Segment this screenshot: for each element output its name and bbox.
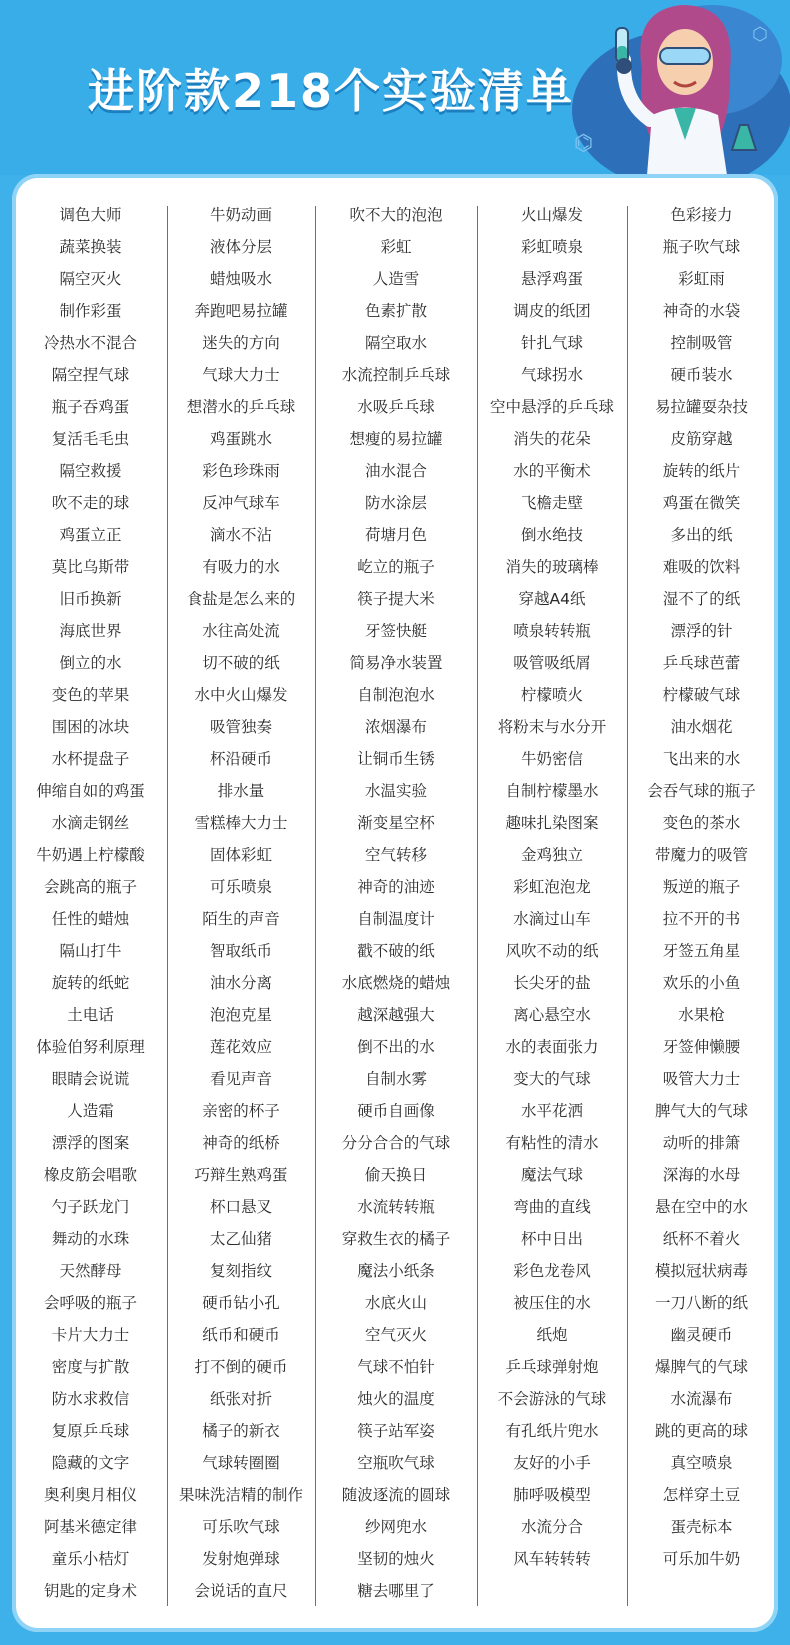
experiment-item: 消失的玻璃棒 — [505, 558, 599, 576]
experiment-item: 火山爆发 — [520, 206, 583, 224]
experiment-item: 冷热水不混合 — [43, 334, 137, 352]
experiment-item: 人造雪 — [372, 270, 420, 288]
experiment-item: 牛奶密信 — [520, 750, 583, 768]
experiment-item: 戳不破的纸 — [357, 942, 435, 960]
experiment-item: 自制泡泡水 — [357, 686, 435, 704]
experiment-item: 鸡蛋跳水 — [209, 430, 272, 448]
experiment-item: 油水混合 — [364, 462, 427, 480]
experiment-item: 调色大师 — [59, 206, 122, 224]
experiment-item: 莲花效应 — [209, 1038, 272, 1056]
experiment-item: 水滴走钢丝 — [51, 814, 130, 832]
experiment-item: 爆脾气的气球 — [654, 1358, 748, 1376]
experiment-item: 隔空取水 — [364, 334, 427, 352]
experiment-item: 幽灵硬币 — [670, 1326, 733, 1344]
experiment-item: 魔法气球 — [520, 1166, 583, 1184]
experiment-item: 彩虹泡泡龙 — [513, 878, 591, 896]
experiment-item: 带魔力的吸管 — [654, 846, 748, 864]
experiment-item: 真空喷泉 — [670, 1454, 733, 1472]
experiment-item: 吹不大的泡泡 — [349, 206, 443, 224]
experiment-item: 气球不怕针 — [357, 1358, 435, 1376]
experiment-item: 海底世界 — [59, 622, 122, 640]
experiment-item: 牙签五角星 — [662, 942, 741, 960]
experiment-item: 难吸的饮料 — [662, 558, 741, 576]
experiment-item: 牙签快艇 — [364, 622, 427, 640]
experiment-item: 牛奶动画 — [209, 206, 272, 224]
experiment-item: 风吹不动的纸 — [505, 942, 599, 960]
experiment-item: 漂浮的图案 — [51, 1134, 130, 1152]
experiment-item: 蛋壳标本 — [670, 1518, 733, 1536]
experiment-item: 分分合合的气球 — [341, 1134, 451, 1152]
experiment-item: 水底火山 — [364, 1294, 427, 1312]
experiment-item: 吹不走的球 — [51, 494, 130, 512]
experiment-item: 水温实验 — [364, 782, 427, 800]
experiment-item: 消失的花朵 — [513, 430, 591, 448]
experiment-item: 拉不开的书 — [662, 910, 741, 928]
experiment-item: 柠檬破气球 — [662, 686, 741, 704]
experiment-item: 风车转转转 — [513, 1550, 591, 1568]
experiment-item: 色素扩散 — [364, 302, 427, 320]
experiment-item: 筷子站军姿 — [357, 1422, 435, 1440]
experiment-item: 发射炮弹球 — [202, 1550, 280, 1568]
experiment-item: 油水烟花 — [670, 718, 733, 736]
experiment-item: 怎样穿土豆 — [662, 1486, 741, 1504]
experiment-item: 水中火山爆发 — [194, 686, 288, 704]
experiment-item: 切不破的纸 — [202, 654, 280, 672]
experiment-item: 魔法小纸条 — [357, 1262, 435, 1280]
experiment-item: 雪糕棒大力士 — [194, 814, 288, 832]
experiment-item: 液体分层 — [209, 238, 272, 256]
experiment-item: 色彩接力 — [670, 206, 733, 224]
experiment-item: 神奇的纸桥 — [202, 1134, 280, 1152]
experiment-item: 复活毛毛虫 — [51, 430, 130, 448]
experiment-item: 复刻指纹 — [209, 1262, 272, 1280]
experiment-item: 食盐是怎么来的 — [186, 590, 296, 608]
experiment-item: 围困的冰块 — [51, 718, 130, 736]
experiment-item: 吸管大力士 — [662, 1070, 741, 1088]
experiment-item: 柠檬喷火 — [520, 686, 583, 704]
experiment-item: 金鸡独立 — [520, 846, 583, 864]
experiment-item: 简易净水装置 — [349, 654, 443, 672]
experiment-item: 动听的排箫 — [662, 1134, 741, 1152]
experiment-item: 空气灭火 — [364, 1326, 427, 1344]
experiment-item: 多出的纸 — [670, 526, 733, 544]
experiment-item: 勺子跃龙门 — [51, 1198, 130, 1216]
experiment-item: 变大的气球 — [513, 1070, 591, 1088]
experiment-item: 任性的蜡烛 — [51, 910, 130, 928]
experiment-item: 浓烟瀑布 — [364, 718, 427, 736]
experiment-item: 水杯提盘子 — [51, 750, 130, 768]
experiment-item: 水滴过山车 — [513, 910, 591, 928]
experiment-item: 欢乐的小鱼 — [662, 974, 741, 992]
experiment-item: 控制吸管 — [670, 334, 733, 352]
experiment-item: 眼睛会说谎 — [51, 1070, 130, 1088]
experiment-item: 悬浮鸡蛋 — [520, 270, 583, 288]
experiment-item: 皮筋穿越 — [670, 430, 733, 448]
experiment-item: 针扎气球 — [520, 334, 583, 352]
experiment-item: 排水量 — [217, 782, 265, 800]
experiment-item: 陌生的声音 — [202, 910, 280, 928]
experiment-item: 自制温度计 — [357, 910, 435, 928]
experiment-item: 一刀八断的纸 — [654, 1294, 748, 1312]
experiment-item: 飞出来的水 — [662, 750, 741, 768]
experiment-item: 体验伯努利原理 — [36, 1038, 145, 1056]
experiment-item: 吸管吸纸屑 — [513, 654, 591, 672]
experiment-item: 气球转圈圈 — [202, 1454, 280, 1472]
experiment-item: 趣味扎染图案 — [505, 814, 599, 832]
experiment-item: 橘子的新衣 — [202, 1422, 280, 1440]
experiment-item: 穿越A4纸 — [518, 590, 586, 608]
experiment-item: 倒立的水 — [59, 654, 122, 672]
experiment-item: 荷塘月色 — [364, 526, 427, 544]
experiment-item: 阿基米德定律 — [43, 1518, 137, 1536]
experiment-item: 智取纸币 — [209, 942, 272, 960]
experiment-item: 人造霜 — [67, 1102, 114, 1120]
experiment-item: 坚韧的烛火 — [357, 1550, 435, 1568]
experiment-item: 友好的小手 — [513, 1454, 591, 1472]
experiment-item: 隐藏的文字 — [51, 1454, 130, 1472]
experiment-item: 舞动的水珠 — [51, 1230, 130, 1248]
experiment-item: 偷天换日 — [364, 1166, 427, 1184]
experiment-item: 随波逐流的圆球 — [341, 1486, 451, 1504]
experiment-item: 纸炮 — [536, 1326, 568, 1344]
experiment-item: 筷子提大米 — [357, 590, 435, 608]
experiment-item: 硬币装水 — [670, 366, 733, 384]
experiment-item: 蜡烛吸水 — [209, 270, 272, 288]
experiment-item: 湿不了的纸 — [662, 590, 741, 608]
experiment-item: 空中悬浮的乒乓球 — [489, 398, 614, 416]
experiment-item: 鸡蛋在微笑 — [662, 494, 741, 512]
experiment-item: 牛奶遇上柠檬酸 — [36, 846, 145, 864]
experiment-item: 变色的苹果 — [51, 686, 130, 704]
experiment-item: 防水求救信 — [51, 1390, 130, 1408]
experiment-item: 密度与扩散 — [51, 1358, 130, 1376]
experiment-item: 飞檐走壁 — [520, 494, 583, 512]
experiment-item: 烛火的温度 — [357, 1390, 435, 1408]
experiment-item: 水果枪 — [678, 1006, 725, 1024]
experiment-item: 水流控制乒乓球 — [341, 366, 451, 384]
experiment-item: 易拉罐耍杂技 — [654, 398, 748, 416]
experiment-item: 长尖牙的盐 — [513, 974, 591, 992]
experiment-item: 倒水绝技 — [520, 526, 583, 544]
experiment-item: 穿救生衣的橘子 — [341, 1230, 451, 1248]
experiment-item: 水流分合 — [520, 1518, 583, 1536]
experiment-item: 童乐小桔灯 — [51, 1550, 130, 1568]
experiment-item: 让铜币生锈 — [357, 750, 435, 768]
experiment-item: 复原乒乓球 — [51, 1422, 130, 1440]
experiment-item: 乒乓球芭蕾 — [662, 654, 741, 672]
experiment-item: 悬在空中的水 — [654, 1198, 748, 1216]
experiment-item: 彩虹雨 — [678, 270, 725, 288]
experiment-item: 莫比乌斯带 — [51, 558, 130, 576]
experiment-item: 杯口悬叉 — [209, 1198, 272, 1216]
experiment-item: 想潜水的乒乓球 — [186, 398, 296, 416]
experiment-item: 神奇的水袋 — [662, 302, 741, 320]
experiment-item: 越深越强大 — [357, 1006, 435, 1024]
experiment-item: 巧辩生熟鸡蛋 — [194, 1166, 288, 1184]
experiment-item: 漂浮的针 — [670, 622, 733, 640]
experiment-item: 彩虹喷泉 — [520, 238, 583, 256]
experiment-item: 杯中日出 — [520, 1230, 583, 1248]
experiment-item: 离心悬空水 — [513, 1006, 591, 1024]
experiment-item: 水平花洒 — [520, 1102, 583, 1120]
experiment-item: 钥匙的定身术 — [43, 1582, 137, 1600]
experiment-item: 杯沿硬币 — [209, 750, 272, 768]
experiment-item: 被压住的水 — [513, 1294, 591, 1312]
experiment-item: 脾气大的气球 — [654, 1102, 748, 1120]
experiment-item: 隔空灭火 — [59, 270, 122, 288]
experiment-item: 肺呼吸模型 — [513, 1486, 591, 1504]
experiment-item: 会说话的直尺 — [194, 1582, 288, 1600]
experiment-item: 反冲气球车 — [202, 494, 280, 512]
experiment-item: 会呼吸的瓶子 — [43, 1294, 137, 1312]
experiment-item: 瓶子吹气球 — [662, 238, 741, 256]
experiment-item: 气球大力士 — [202, 366, 280, 384]
experiment-item: 水的平衡术 — [513, 462, 591, 480]
experiment-item: 伸缩自如的鸡蛋 — [36, 782, 145, 800]
experiment-item: 水流瀑布 — [670, 1390, 733, 1408]
experiment-item: 水往高处流 — [202, 622, 280, 640]
scientist-illustration-icon — [562, 0, 790, 175]
experiment-item: 有粘性的清水 — [505, 1134, 599, 1152]
experiment-item: 想瘦的易拉罐 — [349, 430, 443, 448]
experiment-item: 纱网兜水 — [364, 1518, 427, 1536]
experiment-item: 防水涂层 — [364, 494, 427, 512]
experiment-item: 会跳高的瓶子 — [43, 878, 137, 896]
experiment-item: 打不倒的硬币 — [194, 1358, 288, 1376]
experiment-item: 隔空捏气球 — [51, 366, 130, 384]
experiment-item: 糖去哪里了 — [357, 1582, 435, 1600]
experiment-item: 鸡蛋立正 — [59, 526, 122, 544]
experiment-item: 渐变星空杯 — [357, 814, 435, 832]
experiment-item: 旧币换新 — [59, 590, 122, 608]
experiment-item: 有孔纸片兜水 — [505, 1422, 599, 1440]
experiment-item: 有吸力的水 — [202, 558, 280, 576]
experiment-item: 彩色龙卷风 — [513, 1262, 591, 1280]
experiment-item: 泡泡克星 — [209, 1006, 272, 1024]
experiment-item: 固体彩虹 — [209, 846, 272, 864]
experiment-item: 牙签伸懒腰 — [662, 1038, 741, 1056]
experiment-item: 奥利奥月相仪 — [43, 1486, 137, 1504]
experiment-item: 可乐吹气球 — [202, 1518, 280, 1536]
experiment-item: 硬币钻小孔 — [202, 1294, 280, 1312]
experiment-item: 橡皮筋会唱歌 — [43, 1166, 137, 1184]
experiment-item: 可乐加牛奶 — [662, 1550, 741, 1568]
experiment-item: 弯曲的直线 — [513, 1198, 591, 1216]
experiment-item: 亲密的杯子 — [202, 1102, 280, 1120]
experiment-item: 制作彩蛋 — [59, 302, 122, 320]
experiment-item: 纸张对折 — [209, 1390, 272, 1408]
experiment-item: 可乐喷泉 — [209, 878, 272, 896]
experiment-item: 空瓶吹气球 — [357, 1454, 435, 1472]
experiment-item: 屹立的瓶子 — [357, 558, 435, 576]
experiment-item: 蔬菜换装 — [59, 238, 122, 256]
experiment-item: 纸杯不着火 — [662, 1230, 741, 1248]
experiment-item: 水流转转瓶 — [357, 1198, 435, 1216]
experiment-item: 水吸乒乓球 — [357, 398, 435, 416]
experiment-item: 叛逆的瓶子 — [662, 878, 741, 896]
experiment-item: 水的表面张力 — [505, 1038, 599, 1056]
experiment-item: 卡片大力士 — [51, 1326, 130, 1344]
experiment-item: 调皮的纸团 — [513, 302, 591, 320]
experiment-item: 彩色珍珠雨 — [202, 462, 280, 480]
experiment-item: 太乙仙猪 — [209, 1230, 272, 1248]
experiment-item: 气球拐水 — [520, 366, 583, 384]
experiment-item: 水底燃烧的蜡烛 — [341, 974, 451, 992]
experiment-item: 深海的水母 — [662, 1166, 741, 1184]
experiment-item: 果味洗洁精的制作 — [178, 1486, 303, 1504]
experiment-item: 乒乓球弹射炮 — [505, 1358, 599, 1376]
experiment-item: 不会游泳的气球 — [497, 1390, 607, 1408]
experiment-item: 会吞气球的瓶子 — [647, 782, 756, 800]
experiment-item: 变色的茶水 — [662, 814, 741, 832]
experiment-item: 空气转移 — [364, 846, 427, 864]
experiment-item: 油水分离 — [209, 974, 272, 992]
experiment-item: 瓶子吞鸡蛋 — [51, 398, 130, 416]
experiment-item: 将粉末与水分开 — [497, 718, 607, 736]
experiment-item: 跳的更高的球 — [654, 1422, 748, 1440]
experiment-item: 自制柠檬墨水 — [505, 782, 599, 800]
experiment-item: 天然酵母 — [59, 1262, 122, 1280]
experiment-item: 彩虹 — [380, 238, 412, 256]
experiment-item: 旋转的纸片 — [662, 462, 741, 480]
svg-text:⬡: ⬡ — [752, 24, 768, 45]
experiment-item: 土电话 — [67, 1006, 114, 1024]
experiment-item: 倒不出的水 — [357, 1038, 435, 1056]
page-title: 进阶款218个实验清单 — [88, 64, 575, 118]
experiment-item: 旋转的纸蛇 — [51, 974, 130, 992]
experiment-grid — [14, 198, 776, 1608]
experiment-item: 隔空救援 — [59, 462, 122, 480]
experiment-item: 看见声音 — [209, 1070, 272, 1088]
experiment-item: 纸币和硬币 — [202, 1326, 280, 1344]
experiment-item: 神奇的油迹 — [357, 878, 435, 896]
experiment-item: 迷失的方向 — [202, 334, 280, 352]
experiment-item: 吸管独奏 — [209, 718, 272, 736]
experiment-item: 奔跑吧易拉罐 — [194, 302, 288, 320]
experiment-item: 自制水雾 — [364, 1070, 427, 1088]
svg-text:⌬: ⌬ — [574, 131, 594, 156]
experiment-item: 隔山打牛 — [59, 942, 122, 960]
experiment-item: 硬币自画像 — [357, 1102, 435, 1120]
experiment-item: 喷泉转转瓶 — [513, 622, 591, 640]
experiment-item: 滴水不沾 — [209, 526, 272, 544]
experiment-item: 模拟冠状病毒 — [654, 1262, 748, 1280]
